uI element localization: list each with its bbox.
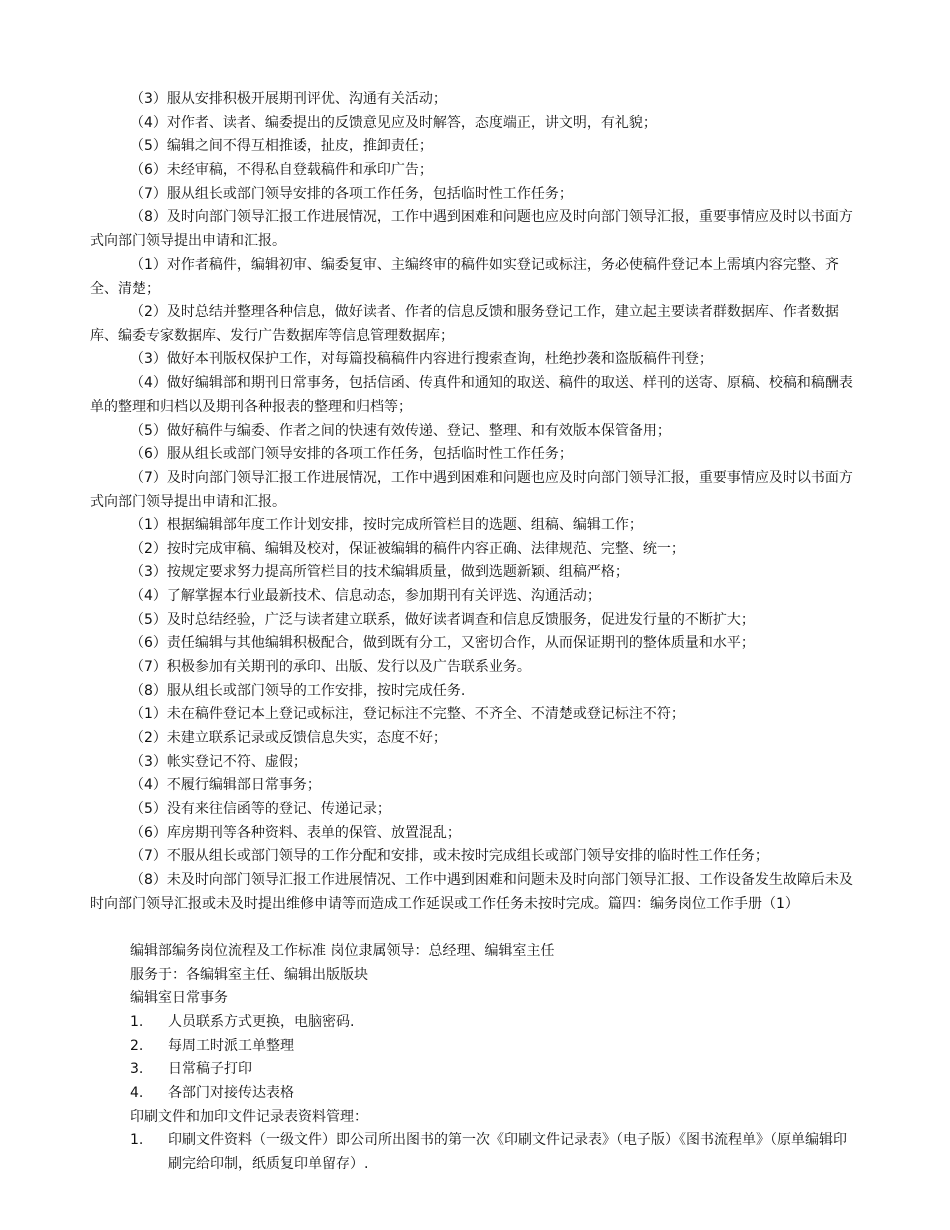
paragraph: （7）及时向部门领导汇报工作进展情况，工作中遇到困难和问题也应及时向部门领导汇报，重要事情应及时以书面方式向部门领导提出申请和汇报。 [90,470,853,510]
paragraph: （1）未在稿件登记本上登记或标注，登记标注不完整、不齐全、不清楚或登记标注不符； [130,706,685,722]
paragraph: 服务于：各编辑室主任、编辑出版版块 [130,967,368,983]
list-item-text: 印刷文件资料（一级文件）即公司所出图书的第一次《印刷文件记录表》（电子版）《图书流程单》（原单编辑印刷完给印制，纸质复印单留存）. [168,1132,847,1172]
paragraph: （3）做好本刊版权保护工作，对每篇投稿稿件内容进行搜索查询，杜绝抄袭和盗版稿件刊登； [130,351,713,367]
paragraph: （6）库房期刊等各种资料、表单的保管、放置混乱； [130,825,461,841]
list-item [130,1058,860,1082]
paragraph: （4）对作者、读者、编委提出的反馈意见应及时解答，态度端正，讲文明，有礼貌； [130,115,657,131]
paragraph: （7）服从组长或部门领导安排的各项工作任务，包括临时性工作任务； [130,186,573,202]
list-item [130,1011,860,1035]
paragraph: （2）未建立联系记录或反馈信息失实，态度不好； [130,730,447,746]
list-item-number: 2. [130,1038,144,1054]
paragraph: （4）做好编辑部和期刊日常事务，包括信函、传真件和通知的取送、稿件的取送、样刊的送寄、原稿、校稿和稿酬表单的整理和归档以及期刊各种报表的整理和归档等； [90,375,853,415]
paragraph: （8）服从组长或部门领导的工作安排，按时完成任务. [130,683,466,699]
paragraph: （1）根据编辑部年度工作计划安排，按时完成所管栏目的选题、组稿、编辑工作； [130,517,643,533]
list-item-text: 各部门对接传达表格 [168,1085,294,1101]
paragraph: （2）及时总结并整理各种信息，做好读者、作者的信息反馈和服务登记工作，建立起主要读者群数据库、作者数据库、编委专家数据库、发行广告数据库等信息管理数据库； [90,304,839,344]
paragraph: （5）编辑之间不得互相推诿，扯皮，推卸责任； [130,138,433,154]
paragraph: （5）没有来往信函等的登记、传递记录； [130,801,391,817]
paragraph: （3）按规定要求努力提高所管栏目的技术编辑质量，做到选题新颖、组稿严格； [130,564,629,580]
list-item-number: 4. [130,1085,144,1101]
list-item-number: 3. [130,1061,144,1077]
paragraph: （6）未经审稿，不得私自登载稿件和承印广告； [130,162,433,178]
paragraph: （1）对作者稿件，编辑初审、编委复审、主编终审的稿件如实登记或标注，务必使稿件登记本上需填内容完整、齐全、清楚； [90,257,839,297]
paragraph: （5）做好稿件与编委、作者之间的快速有效传递、登记、整理、和有效版本保管备用； [130,423,671,439]
paragraph: （3）服从安排积极开展期刊评优、沟通有关活动； [130,91,447,107]
list-item [130,1082,860,1106]
section-heading: 印刷文件和加印文件记录表资料管理： [130,1109,368,1125]
list-item-text: 每周工时派工单整理 [168,1038,294,1054]
paragraph: （4）不履行编辑部日常事务； [130,777,321,793]
paragraph: （7）积极参加有关期刊的承印、出版、发行以及广告联系业务。 [130,659,531,675]
paragraph: 编辑部编务岗位流程及工作标准 岗位隶属领导：总经理、编辑室主任 [130,943,555,959]
paragraph: （3）帐实登记不符、虚假； [130,754,307,770]
paragraph: （2）按时完成审稿、编辑及校对，保证被编辑的稿件内容正确、法律规范、完整、统一； [130,541,685,557]
paragraph: （6）服从组长或部门领导安排的各项工作任务，包括临时性工作任务； [130,446,573,462]
paragraph: （7）不服从组长或部门领导的工作分配和安排，或未按时完成组长或部门领导安排的临时性工作任务； [130,848,769,864]
paragraph: （4）了解掌握本行业最新技术、信息动态，参加期刊有关评选、沟通活动； [130,588,601,604]
list-item-text: 日常稿子打印 [168,1061,252,1077]
list-item [130,1129,850,1176]
list-item-number: 1. [130,1014,144,1030]
list-item-number: 1. [130,1132,144,1148]
paragraph: （5）及时总结经验，广泛与读者建立联系，做好读者调查和信息反馈服务，促进发行量的不断扩大； [130,612,755,628]
paragraph: （8）未及时向部门领导汇报工作进展情况、工作中遇到困难和问题未及时向部门领导汇报、工作设备发生故障后未及时向部门领导汇报或未及时提出维修申请等而造成工作延误或工作任务未按时完成。篇四：编务岗位工作手册（1） [90,872,853,912]
paragraph: （8）及时向部门领导汇报工作进展情况，工作中遇到困难和问题也应及时向部门领导汇报，重要事情应及时以书面方式向部门领导提出申请和汇报。 [90,209,853,249]
paragraph: （6）责任编辑与其他编辑积极配合，做到既有分工，又密切合作，从而保证期刊的整体质量和水平； [130,635,755,651]
paragraph: 编辑室日常事务 [130,990,228,1006]
list-item [130,1035,860,1059]
list-item-text: 人员联系方式更换，电脑密码. [168,1014,355,1030]
